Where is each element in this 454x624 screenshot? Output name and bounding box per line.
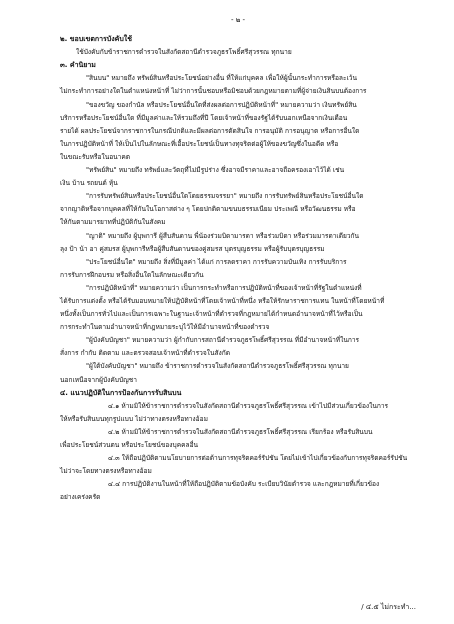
text-line: ในการปฏิบัติหน้าที่ ให้เป็นไปในลักษณะที่เอื้อประโยชน์เป็นทางทุจริตต่อผู้ให้ของขวัญซึ่งในอดีต หรือ [60, 139, 339, 148]
text-line: ๔.๒ ห้ามมิให้ข้าราชการตำรวจในสังกัดสถานีตำรวจภูธรโพธิ์ศรีสุวรรณ เรียกร้อง หรือรับสินบน [108, 427, 373, 436]
continuation-note: / ๔.๕ ไม่กระทำ... [361, 602, 416, 611]
paragraph [60, 190, 416, 229]
text-line: นอกเหนือจากผู้บังคับบัญชา [60, 375, 137, 384]
paragraph [60, 256, 416, 282]
paragraph [60, 426, 416, 452]
section-heading: ๒. ขอบเขตการบังคับใช้ [60, 35, 132, 44]
paragraph [60, 334, 416, 360]
text-line: หนึ่งทั้งเป็นการทั่วไปและเป็นการเฉพาะในฐานะเจ้าหน้าที่ตำรวจที่กฎหมายได้กำหนดอำนาจหน้าที่ไว้หรือเป็น [60, 310, 363, 319]
text-line: ๔.๑ ห้ามมิให้ข้าราชการตำรวจในสังกัดสถานีตำรวจภูธรโพธิ์ศรีสุวรรณ เข้าไปมีส่วนเกี่ยวข้องในการ [108, 401, 389, 410]
paragraph [60, 400, 416, 426]
document-body [60, 33, 416, 504]
paragraph [60, 99, 416, 164]
paragraph [60, 452, 416, 478]
text-line: ให้หรือรับสินบนทุกรูปแบบ ไม่ว่าทางตรงหรือทางอ้อม [60, 414, 208, 423]
text-line: "ทรัพย์สิน" หมายถึง ทรัพย์และวัตถุที่ไม่มีรูปร่าง ซึ่งอาจมีราคาและอาจถือครองเอาไว้ได้ เช่น [86, 166, 345, 175]
paragraph [60, 360, 416, 386]
page-number: - ๒ - [230, 16, 246, 24]
text-line: "ญาติ" หมายถึง ผู้บุพการี ผู้สืบสันดาน พี่น้องร่วมบิดามารดา หรือร่วมบิดา หรือร่วมมารดาเดียวกัน [86, 231, 360, 240]
text-line: ไม่กระทำการอย่างใดในตำแหน่งหน้าที่ ไม่ว่าการนั้นชอบหรือมิชอบด้วยกฎหมายตามที่ผู้จ่ายเงินสินบนต้องการ [60, 87, 367, 96]
text-line: จากญาติหรือจากบุคคลที่ให้กันในโอกาสต่าง ๆ โดยปกติตามขนบธรรมเนียม ประเพณี หรือวัฒนธรรม หรือ [60, 205, 356, 214]
paragraph [60, 230, 416, 256]
section-heading: ๓. คำนิยาม [60, 61, 96, 70]
text-line: "ผู้ใต้บังคับบัญชา" หมายถึง ข้าราชการตำรวจในสังกัดสถานีตำรวจภูธรโพธิ์ศรีสุวรรณ ทุกนาย [86, 362, 349, 371]
text-line: "การปฏิบัติหน้าที่" หมายความว่า เป็นการกระทำหรือการปฏิบัติหน้าที่ของเจ้าหน้าที่รัฐในตำแหน่งที่ [86, 283, 362, 292]
text-line: ใช้บังคับกับข้าราชการตำรวจในสังกัดสถานีตำรวจภูธรโพธิ์ศรีสุวรรณ ทุกนาย [76, 48, 292, 57]
text-line: "การรับทรัพย์สินหรือประโยชน์อื่นใดโดยธรรมจรรยา" หมายถึง การรับทรัพย์สินหรือประโยชน์อื่นใด [86, 192, 364, 201]
text-line: อย่างเคร่งครัด [60, 493, 101, 502]
text-line: การรับการฝึกอบรม หรือสิ่งอื่นใดในลักษณะเดียวกัน [60, 270, 204, 279]
paragraph [60, 478, 416, 504]
text-line: เงิน บ้าน รถยนต์ หุ้น [60, 179, 118, 188]
text-line: ไม่ว่าจะโดยทางตรงหรือทางอ้อม [60, 467, 152, 476]
paragraph [60, 72, 416, 98]
text-line: "ผู้บังคับบัญชา" หมายความว่า ผู้กำกับการสถานีตำรวจภูธรโพธิ์ศรีสุวรรณ ที่มีอำนาจหน้าที่ในการ [86, 336, 360, 345]
text-line: ให้กันตามมารยาทที่ปฏิบัติกันในสังคม [60, 218, 166, 227]
text-line: ได้รับการแต่งตั้ง หรือได้รับมอบหมายให้ปฏิบัติหน้าที่โดยเจ้าหน้าที่หนึ่ง หรือให้รักษาราชการแทน ในหน้าที่โดยหน้าที่ [60, 296, 385, 305]
text-line: ๔.๓ ให้ถือปฏิบัติตามนโยบายการต่อต้านการทุจริตคอร์รัปชัน โดยไม่เข้าไปเกี่ยวข้องกับการทุจริตคอร์รัปชัน [108, 454, 408, 463]
text-line: "ประโยชน์อื่นใด" หมายถึง สิ่งที่มีมูลค่า ได้แก่ การลดราคา การรับความบันเทิง การรับบริการ [86, 257, 347, 266]
text-line: สั่งการ กำกับ ติดตาม และตรวจสอบเจ้าหน้าที่ตำรวจในสังกัด [60, 349, 230, 358]
text-line: ในขณะรับหรือในอนาคต [60, 152, 131, 161]
text-line: "สินบน" หมายถึง ทรัพย์สินหรือประโยชน์อย่างอื่น ที่ให้แก่บุคคล เพื่อให้ผู้นั้นกระทำการหรือละเว้น [86, 74, 357, 83]
text-line: รายได้ ผลประโยชน์จากราชการในกรณีปกติและมีผลต่อการตัดสินใจ การอนุมัติ การอนุญาต หรือการอื่นใด [60, 126, 360, 135]
text-line: ๔.๔ การปฏิบัติงานในหน้าที่ให้ถือปฏิบัติตามข้อบังคับ ระเบียบวินัยตำรวจ และกฎหมายที่เกี่ยวข้อง [108, 480, 380, 489]
text-line: เพื่อประโยชน์ส่วนตน หรือประโยชน์ของบุคคลอื่น [60, 441, 199, 449]
text-line: การกระทำในตามอำนาจหน้าที่กฎหมายระบุไว้ให้มีอำนาจหน้าที่ของตำรวจ [60, 323, 270, 332]
paragraph [60, 46, 416, 59]
section-heading: ๔. แนวปฏิบัติในการป้องกันการรับสินบน [60, 388, 182, 397]
paragraph [60, 164, 416, 190]
text-line: "ของขวัญ ของกำนัล หรือประโยชน์อื่นใดที่ส่งผลต่อการปฏิบัติหน้าที่" หมายความว่า เงินทรัพย์สิน [86, 100, 357, 109]
text-line: บริการหรือประโยชน์อื่นใด ที่มีมูลค่าและให้รวมถึงที่ปี โดยเจ้าหน้าที่ของรัฐได้รับนอกเหนือจากเงินเดือน [60, 113, 348, 122]
paragraph [60, 282, 416, 334]
text-line: ลุง ป้า น้า อา คู่สมรส ผู้บุพการีหรือผู้สืบสันดานของคู่สมรส บุตรบุญธรรม หรือผู้รับบุตรบุญธรรม [60, 244, 325, 253]
